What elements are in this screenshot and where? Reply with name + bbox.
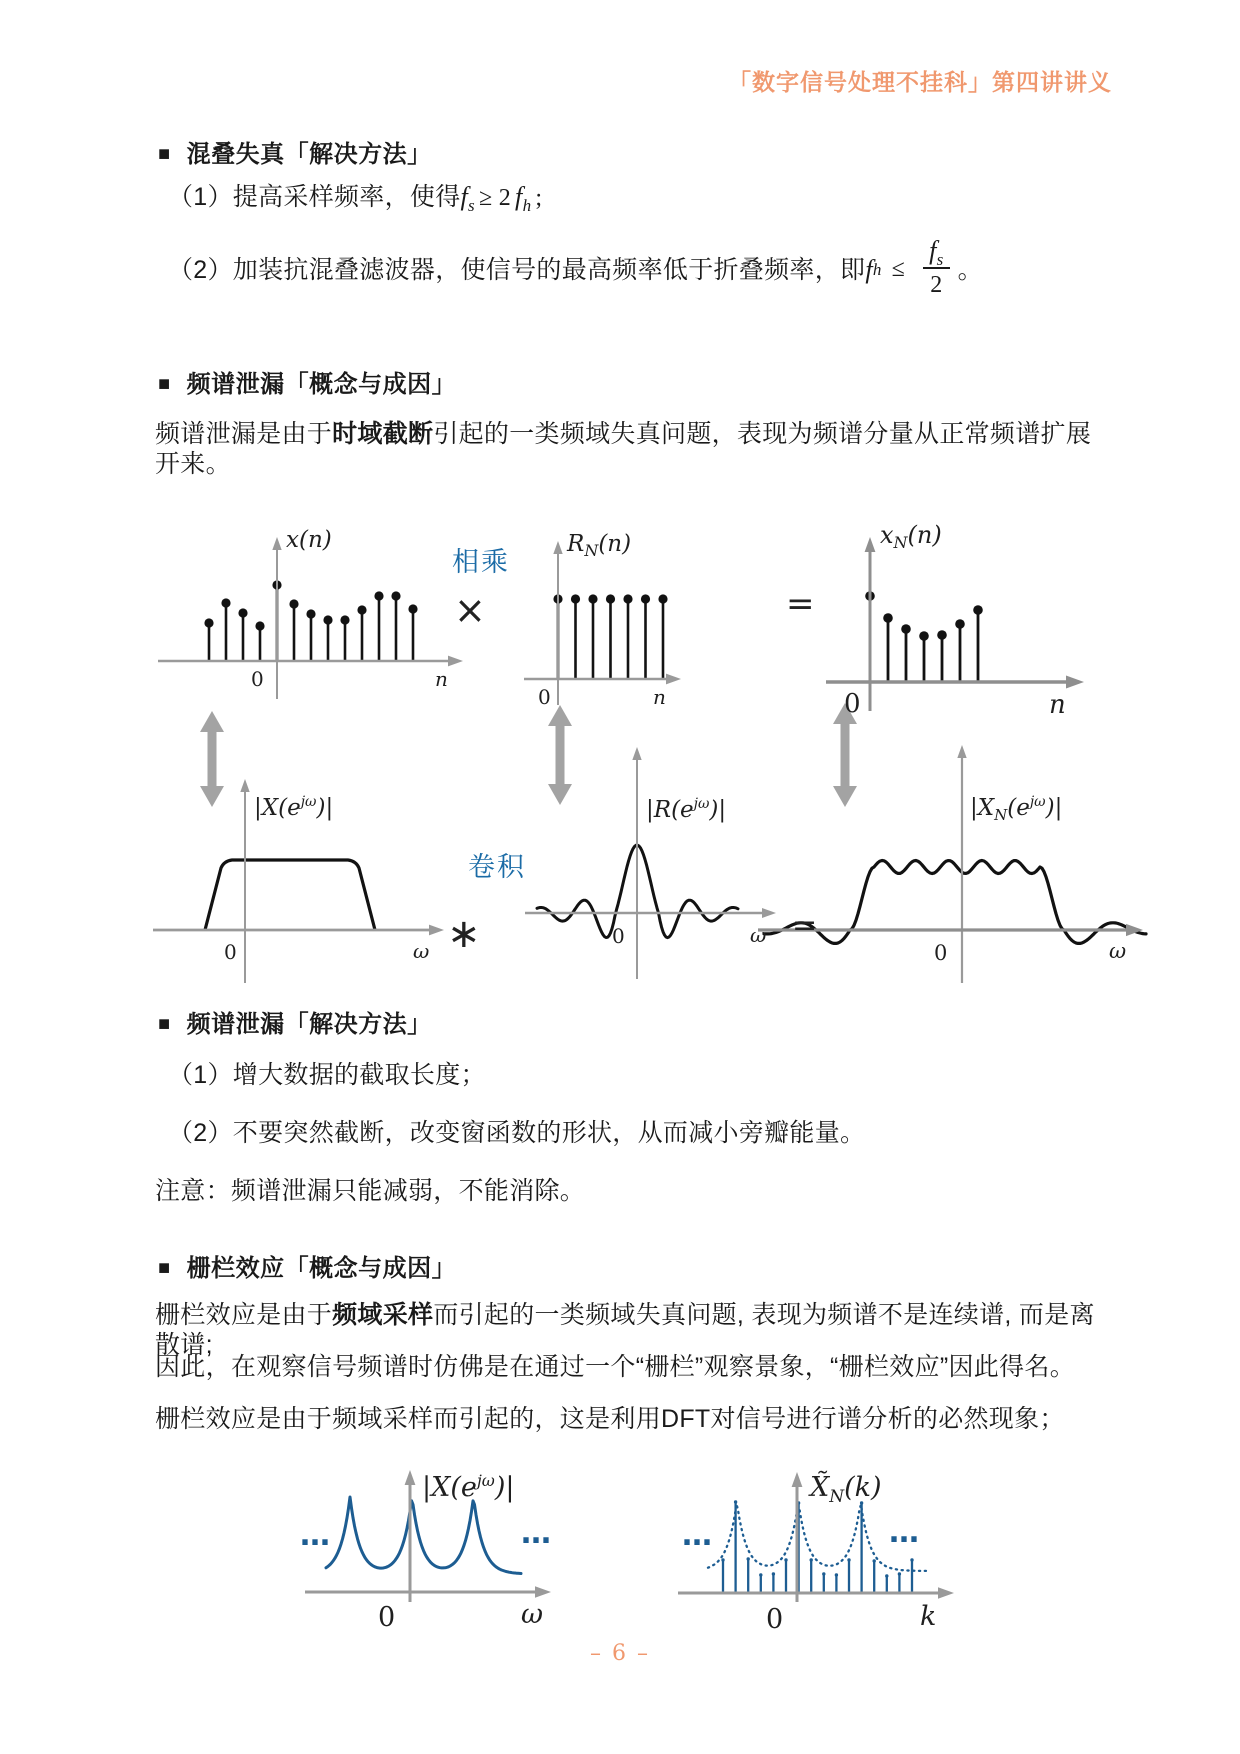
k-axis-label: k [920,1601,937,1632]
origin-label: 0 [934,941,948,965]
heading-text: 栅栏效应「概念与成因」 [186,1255,457,1282]
math-fh: f [515,182,523,211]
label-xN-of-n: $x_N(n)$ [880,521,942,552]
n-axis-label: n [1049,690,1066,720]
axis-arrowhead [762,908,776,918]
ideal-spectrum-curve [205,860,375,930]
n-axis-label: n [653,685,666,709]
axis-arrowhead [1066,676,1084,689]
doc-header-title: 「数字信号处理不挂科」第四讲讲义 [728,69,1112,95]
heading-aliasing-fix [158,134,432,169]
axis-arrowhead [666,674,681,685]
label-XN-spectrum: $|X_N(e^{j\omega})|$ [970,794,1063,824]
omega-axis-label: ω [750,923,767,947]
axis-arrowhead [429,925,444,936]
heading-leakage-fix [158,1004,432,1039]
fence-paragraph-2: 因此，在观察信号频谱时仿佛是在通过一个“栅栏”观察景象，“栅栏效应”因此得名。 [155,1353,1076,1381]
omega-axis-label: ω [413,939,430,963]
ellipsis-left: … [300,1518,331,1553]
omega-axis-label: ω [521,1599,544,1630]
multiply-label: 相乘 [452,547,510,577]
ellipsis-right: … [889,1515,920,1550]
label-sampled-spectrum: $X̃_N(k)$ [810,1472,882,1507]
figure-leakage-diagram [150,455,1127,995]
leakage-fix-item-1: （1）增大数据的截取长度； [168,1061,486,1089]
bold-frequency-sampling: 频域采样 [332,1301,434,1329]
omega-axis-label: ω [1109,939,1127,963]
heading-text: 混叠失真「解决方法」 [186,141,432,168]
heading-text: 频谱泄漏「解决方法」 [186,1011,432,1038]
figure-fence-diagram [230,1450,1020,1665]
heading-leakage-concept [158,364,456,399]
leakage-concept-paragraph: 频谱泄漏是由于时域截断引起的一类频域失真问题，表现为频谱分量从正常频谱扩展开来。 [155,420,1092,478]
label-R-spectrum: $|R(e^{j\omega})|$ [646,796,727,823]
convolve-label: 卷积 [468,852,526,882]
math-fs: f [460,182,469,211]
label-X-spectrum: $|X(e^{j\omega})|$ [254,794,334,821]
fence-paragraph-3: 栅栏效应是由于频域采样而引起的，这是利用DFT对信号进行谱分析的必然现象； [155,1405,1065,1433]
bold-time-truncation: 时域截断 [332,420,434,448]
bullet-square-icon: ■ [158,143,171,165]
leakage-fix-note: 注意：频谱泄漏只能减弱，不能消除。 [155,1177,586,1205]
fourier-pair-arrow-icon [200,711,224,807]
equals-row1: = [786,584,815,624]
heading-text: 频谱泄漏「概念与成因」 [186,371,457,398]
heading-fence-concept [158,1248,456,1283]
ellipsis-left: … [682,1518,713,1553]
origin-label: 0 [844,689,861,719]
origin-label: 0 [538,685,551,709]
fourier-pair-arrow-icon [548,705,572,805]
origin-label: 0 [612,924,625,948]
axis-arrowhead [535,1586,551,1598]
axis-arrowhead [448,656,463,667]
origin-label: 0 [378,1602,396,1633]
origin-label: 0 [766,1604,784,1635]
fence-paragraph-1: 栅栏效应是由于频域采样而引起的一类频域失真问题, 表现为频谱不是连续谱, 而是离散谱; [155,1301,1095,1359]
math-fh: f [865,254,873,284]
item-text: （1）提高采样频率，使得 [168,183,461,211]
bullet-square-icon: ■ [158,373,171,395]
page-number: – 6 – [590,1641,650,1666]
bullet-square-icon: ■ [158,1257,171,1279]
equals-row2: = [792,908,818,943]
times-operator: × [454,588,486,632]
axis-arrowhead [938,1587,954,1599]
leakage-fix-item-2: （2）不要突然截断，改变窗函数的形状，从而减小旁瓣能量。 [168,1119,866,1147]
aliasing-item-2: （2）加装抗混叠滤波器，使信号的最高频率低于折叠频率，即 f h ≤ $\frac{f_s}{2}$ 。 [168,236,983,298]
origin-label: 0 [224,940,237,964]
ellipsis-right: … [521,1516,552,1551]
item-text: （2）加装抗混叠滤波器，使信号的最高频率低于折叠频率，即 [168,255,866,284]
convolution-operator: ∗ [447,911,481,957]
label-continuous-spectrum: $|X(e^{j\omega})|$ [422,1471,515,1503]
curve [326,1497,521,1574]
n-axis-label: n [435,667,448,691]
label-RN-of-n: $R_N(n)$ [567,531,632,560]
fraction-fs-over-2: $\frac{f_s}{2}$ [923,238,949,297]
bullet-square-icon: ■ [158,1013,171,1035]
origin-label: 0 [251,667,264,691]
label-x-of-n: x(n) [286,527,332,553]
aliasing-item-1: （1）提高采样频率，使得$f_s \ge 2$ $f_h$ ; [168,182,543,215]
